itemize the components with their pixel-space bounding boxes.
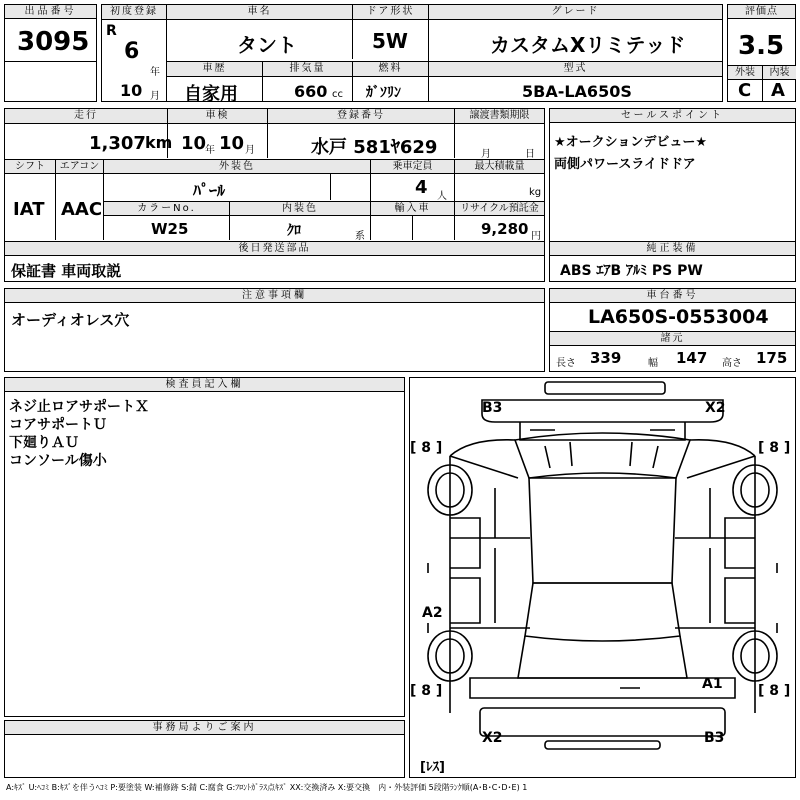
mileage-value: 1,307 bbox=[89, 133, 146, 154]
transfer-label: 譲渡書類期限 bbox=[455, 109, 544, 123]
car-diagram bbox=[409, 377, 796, 778]
capacity-value: 4 bbox=[415, 177, 428, 198]
office-box bbox=[4, 720, 405, 778]
door-value: 5W bbox=[372, 29, 408, 53]
car-name-label: 車名 bbox=[167, 5, 352, 19]
inspector-box bbox=[4, 377, 405, 717]
spare-tire: [ﾚｽ] bbox=[420, 760, 445, 775]
inspection-month: 10 bbox=[219, 133, 245, 154]
equipment-value: ABS ｴｱB ｱﾙﾐ PS PW bbox=[560, 263, 703, 279]
legend: A:ｷｽﾞ U:ﾍｺﾐ B:ｷｽﾞを伴うﾍｺﾐ P:要塗装 W:補修跡 S:錆 C:腐食 G:ﾌﾛﾝﾄｶﾞﾗｽ点ｷｽﾞ XX:交換済み X:要交換 内・外装評価 5段階ﾗﾝｸ順(A･B･C･D･E) 1 bbox=[6, 783, 528, 792]
mark-b3-bottom: B3 bbox=[704, 730, 725, 746]
score-box bbox=[727, 4, 796, 102]
lot-number: 3095 bbox=[17, 27, 90, 57]
equipment-label: 純正装備 bbox=[550, 242, 795, 256]
mark-a1: A1 bbox=[702, 676, 723, 692]
shift-label: シフト bbox=[5, 160, 55, 173]
recycle-label: リサイクル預託金 bbox=[455, 202, 544, 215]
tire-rr: [ 8 ] bbox=[758, 683, 791, 699]
max-load-label: 最大積載量 bbox=[455, 160, 544, 173]
car-name-value: タント bbox=[237, 33, 297, 57]
later-parts-box bbox=[4, 255, 545, 282]
color-no-label: カラーNo. bbox=[104, 202, 229, 215]
chassis-label: 車台番号 bbox=[550, 289, 795, 303]
aircon-label: エアコン bbox=[56, 160, 103, 173]
score-label: 評価点 bbox=[728, 5, 795, 19]
car-outline-drawing bbox=[410, 378, 795, 777]
mark-b3-top: B3 bbox=[482, 400, 503, 416]
width-label: 幅 bbox=[648, 358, 658, 369]
aircon-value: AAC bbox=[61, 199, 103, 220]
first-reg-year: 6 bbox=[124, 39, 140, 64]
detail-block bbox=[4, 108, 545, 256]
inspection-month-unit: 月 bbox=[245, 145, 255, 156]
sales-point-label: セールスポイント bbox=[550, 109, 795, 123]
history-value: 自家用 bbox=[184, 84, 238, 105]
ext-color-value: ﾊﾟｰﾙ bbox=[193, 181, 226, 200]
first-reg-year-unit: 年 bbox=[150, 67, 160, 78]
height-label: 高さ bbox=[722, 358, 742, 369]
int-score-label: 内装 bbox=[763, 66, 796, 79]
height-value: 175 bbox=[756, 349, 788, 367]
transfer-month-unit: 月 bbox=[481, 149, 491, 160]
specs-label: 諸元 bbox=[550, 332, 795, 345]
sales-point-box bbox=[549, 108, 796, 242]
width-value: 147 bbox=[676, 349, 708, 367]
transfer-day-unit: 日 bbox=[525, 149, 535, 160]
model-value: 5BA-LA650S bbox=[522, 82, 632, 101]
mileage-label: 走行 bbox=[5, 109, 167, 123]
int-color-label: 内装色 bbox=[230, 202, 370, 215]
tire-fr: [ 8 ] bbox=[758, 440, 791, 456]
score-value: 3.5 bbox=[738, 31, 785, 61]
header-block bbox=[101, 4, 723, 105]
inspection-label: 車検 bbox=[168, 109, 267, 123]
displacement-label: 排気量 bbox=[263, 62, 352, 76]
inspector-line-4: コンソール傷小 bbox=[9, 453, 107, 469]
length-label: 長さ bbox=[556, 358, 576, 369]
grade-label: グレード bbox=[429, 5, 722, 19]
mark-a2: A2 bbox=[422, 605, 443, 621]
equipment-box bbox=[549, 241, 796, 282]
tire-fl: [ 8 ] bbox=[410, 440, 443, 456]
mark-x2-top: X2 bbox=[705, 400, 726, 416]
displacement-unit: cc bbox=[332, 89, 343, 100]
int-score: A bbox=[771, 80, 785, 101]
mark-x2-bottom: X2 bbox=[482, 730, 503, 746]
notes-box bbox=[4, 288, 545, 372]
import-label: 輸入車 bbox=[371, 202, 454, 215]
first-reg-month-unit: 月 bbox=[150, 91, 160, 102]
first-reg-era: R bbox=[106, 23, 117, 39]
inspection-year-unit: 年 bbox=[205, 145, 215, 156]
length-value: 339 bbox=[590, 349, 622, 367]
fuel-value: ｶﾞｿﾘﾝ bbox=[366, 85, 401, 101]
lot-box bbox=[4, 4, 97, 102]
recycle-value: 9,280 bbox=[481, 220, 529, 238]
max-load-unit: kg bbox=[529, 187, 542, 198]
notes-value: オーディオレス穴 bbox=[11, 311, 130, 329]
office-label: 事務局よりご案内 bbox=[5, 721, 404, 735]
ext-score-label: 外装 bbox=[728, 66, 762, 79]
inspector-line-2: コアサポートＵ bbox=[9, 417, 107, 433]
door-label: ドア形状 bbox=[353, 5, 428, 19]
first-reg-month: 10 bbox=[120, 81, 143, 100]
inspection-year: 10 bbox=[181, 133, 207, 154]
inspector-line-3: 下廻りＡＵ bbox=[9, 435, 79, 451]
grade-value: カスタムXリミテッド bbox=[490, 33, 686, 57]
capacity-unit: 人 bbox=[437, 191, 447, 202]
inspector-line-1: ネジ止ロアサポートＸ bbox=[9, 399, 149, 415]
color-no-value: W25 bbox=[151, 220, 189, 238]
mileage-unit: km bbox=[145, 133, 173, 152]
tire-rl: [ 8 ] bbox=[410, 683, 443, 699]
history-label: 車歴 bbox=[167, 62, 262, 76]
fuel-label: 燃料 bbox=[353, 62, 428, 76]
recycle-unit: 円 bbox=[531, 231, 541, 242]
plate-label: 登録番号 bbox=[268, 109, 454, 123]
int-color-unit: 系 bbox=[355, 231, 365, 242]
shift-value: IAT bbox=[13, 199, 45, 220]
displacement-value: 660 bbox=[294, 82, 328, 101]
lot-label: 出品番号 bbox=[5, 5, 96, 19]
ext-score: C bbox=[738, 80, 752, 101]
int-color-value: ｸﾛ bbox=[287, 223, 301, 239]
sales-point-line-2: 両側パワースライドドア bbox=[554, 157, 696, 172]
plate-value: 水戸 581ﾔ629 bbox=[311, 137, 438, 158]
capacity-label: 乗車定員 bbox=[371, 160, 454, 173]
notes-label: 注意事項欄 bbox=[5, 289, 544, 303]
model-label: 型式 bbox=[429, 62, 722, 76]
later-parts-value: 保証書 車両取説 bbox=[11, 262, 122, 280]
later-parts-label: 後日発送部品 bbox=[5, 242, 544, 256]
chassis-box bbox=[549, 288, 796, 372]
inspector-label: 検査員記入欄 bbox=[5, 378, 404, 392]
first-reg-label: 初度登録 bbox=[102, 5, 166, 19]
sales-point-line-1: ★オークションデビュー★ bbox=[554, 135, 708, 150]
chassis-number: LA650S-0553004 bbox=[588, 306, 769, 328]
ext-color-label: 外装色 bbox=[104, 160, 370, 173]
